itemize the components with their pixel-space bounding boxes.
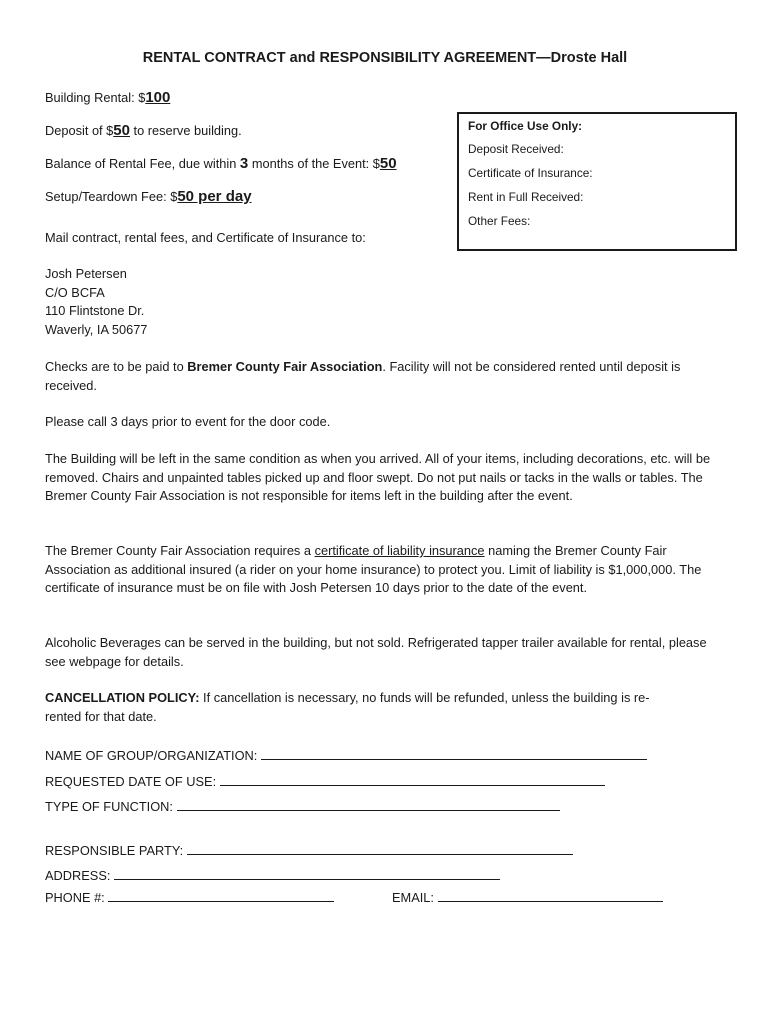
deposit-line [45, 122, 242, 139]
insurance-pre: The Bremer County Fair Association requires a [45, 543, 315, 558]
insurance-paragraph [45, 542, 725, 598]
balance-mid: months of the Event: $ [248, 156, 380, 171]
office-deposit-received: Deposit Received: [468, 142, 564, 156]
alcohol-paragraph: Alcoholic Beverages can be served in the building, but not sold. Refrigerated tapper trailer available for rental, please see webpage for details. [45, 635, 707, 669]
phone-field[interactable] [108, 889, 334, 902]
email-row [392, 889, 663, 905]
balance-line [45, 155, 397, 172]
building-rental-label: Building Rental: $ [45, 90, 146, 105]
mail-instructions: Mail contract, rental fees, and Certificate of Insurance to: [45, 230, 366, 245]
function-type-label: TYPE OF FUNCTION: [45, 799, 177, 814]
office-use-heading: For Office Use Only: [468, 119, 583, 133]
insurance-post: naming the Bremer County Fair Association as additional insured (a rider on your home insurance) to protect you. Limit of liability is $1,000,000. The certificate of insurance must be on file with Josh Petersen 10 days prior to the date of the event. [45, 543, 702, 595]
deposit-label: Deposit of $ [45, 123, 114, 138]
deposit-value: 50 [113, 122, 130, 139]
address-row [45, 867, 500, 883]
setup-line [45, 188, 252, 205]
group-name-field[interactable] [261, 747, 647, 760]
checks-pre: Checks are to be paid to [45, 359, 188, 374]
balance-value: 50 [379, 155, 397, 172]
deposit-suffix: to reserve building. [129, 123, 242, 138]
responsible-party-row [45, 842, 573, 858]
responsible-party-field[interactable] [187, 842, 573, 855]
function-type-field[interactable] [177, 798, 560, 811]
cancellation-paragraph [45, 689, 670, 726]
function-type-row [45, 798, 560, 814]
building-rental-line [45, 89, 170, 106]
checks-paragraph [45, 358, 725, 395]
door-code-paragraph: Please call 3 days prior to event for the door code. [45, 414, 331, 429]
address-city: Waverly, IA 50677 [45, 321, 148, 337]
phone-row [45, 889, 334, 905]
checks-payee: Bremer County Fair Association [187, 359, 383, 374]
balance-label: Balance of Rental Fee, due within [45, 156, 240, 171]
address-field[interactable] [114, 867, 500, 880]
requested-date-label: REQUESTED DATE OF USE: [45, 774, 220, 789]
cancellation-label: CANCELLATION POLICY: [45, 690, 200, 705]
requested-date-row [45, 773, 605, 789]
office-certificate: Certificate of Insurance: [468, 166, 593, 180]
condition-paragraph: The Building will be left in the same condition as when you arrived. All of your items, including decorations, etc. will be removed. Chairs and unpainted tables picked up and floor swept. Do not put nails or tacks in the walls or tables. The Bremer County Fair Association is not responsible for items left in the building after the event. [45, 451, 711, 503]
responsible-party-label: RESPONSIBLE PARTY: [45, 843, 187, 858]
mailing-address [45, 265, 725, 339]
address-street: 110 Flintstone Dr. [45, 303, 145, 318]
cancellation-text: If cancellation is necessary, no funds will be refunded, unless the building is re-rented for that date. [45, 690, 650, 724]
email-label: EMAIL: [392, 890, 438, 905]
checks-post: . Facility will not be considered rented until deposit is received. [45, 359, 681, 393]
address-label: ADDRESS: [45, 868, 114, 883]
address-name: Josh Petersen [45, 266, 127, 281]
office-other-fees: Other Fees: [468, 214, 531, 228]
office-use-box [457, 112, 737, 251]
email-field[interactable] [438, 889, 663, 902]
document-title: RENTAL CONTRACT and RESPONSIBILITY AGREEMENT—Droste Hall [142, 50, 628, 66]
building-rental-value: 100 [145, 89, 171, 106]
setup-label: Setup/Teardown Fee: $ [45, 189, 178, 204]
group-name-row [45, 747, 647, 763]
address-co: C/O BCFA [45, 284, 105, 300]
office-rent-full: Rent in Full Received: [468, 190, 584, 204]
insurance-underlined: certificate of liability insurance [314, 543, 485, 558]
requested-date-field[interactable] [220, 773, 605, 786]
setup-value: 50 per day [177, 188, 252, 205]
balance-months: 3 [239, 155, 249, 172]
phone-label: PHONE #: [45, 890, 109, 905]
group-name-label: NAME OF GROUP/ORGANIZATION: [45, 748, 261, 763]
